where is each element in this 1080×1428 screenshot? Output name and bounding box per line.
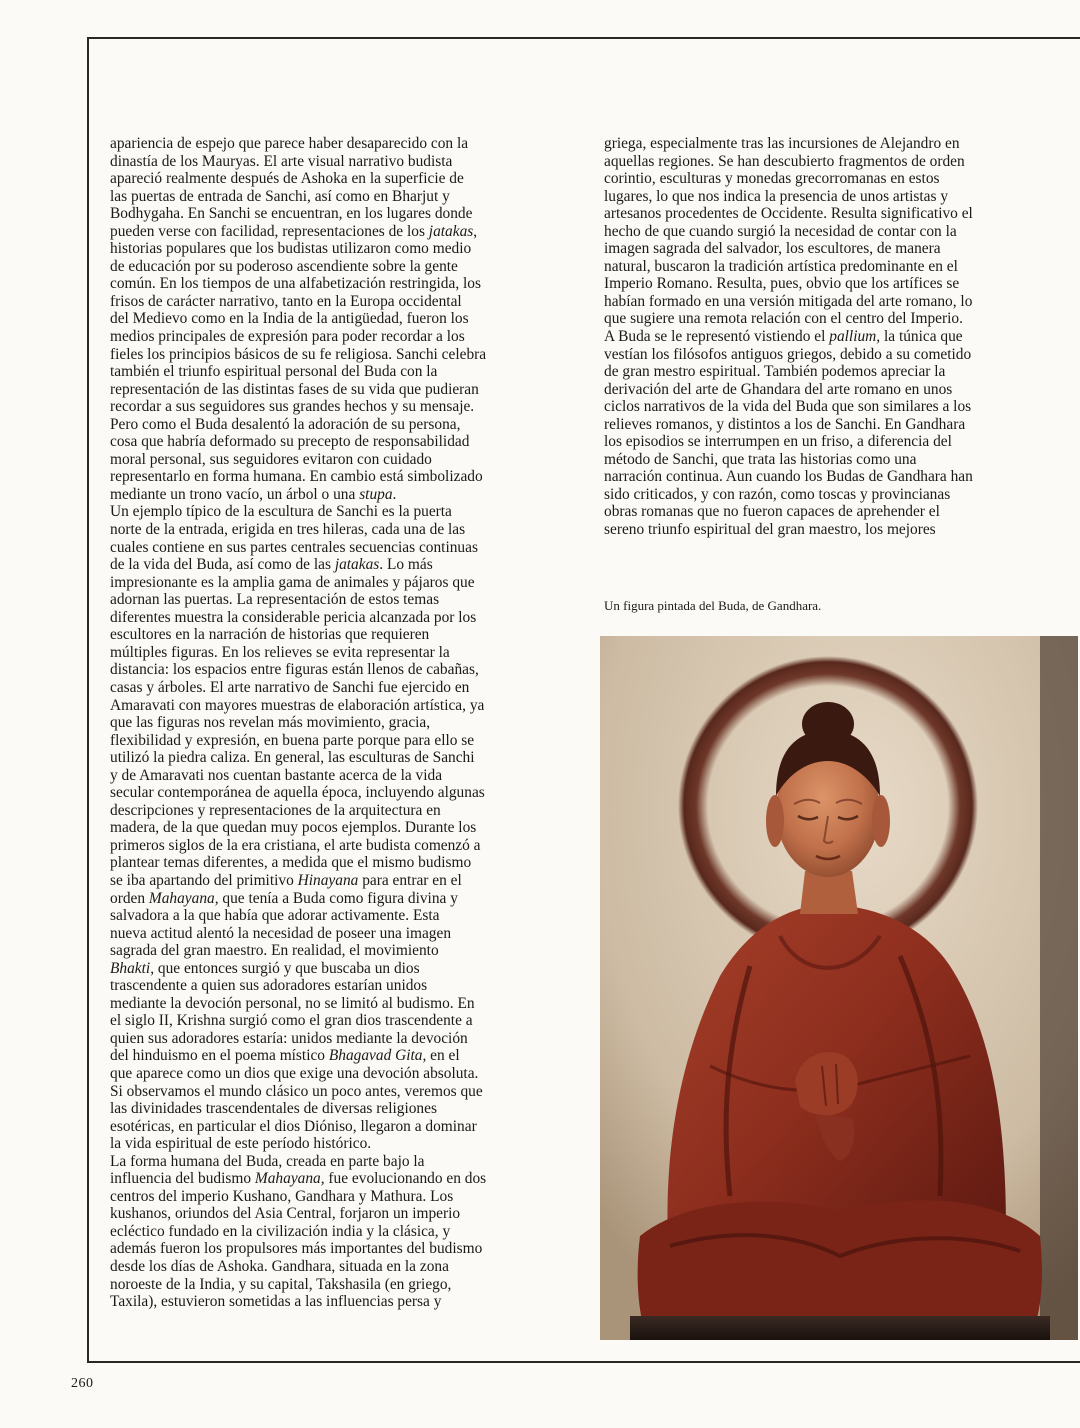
text-line: sereno triunfo espiritual del gran maestro, los mejores [604,521,936,539]
page-number: 260 [71,1376,94,1391]
figure-caption: Un figura pintada del Buda, de Gandhara. [604,598,822,613]
text-line: imagen sagrada del salvador, los escultores, de manera [604,240,941,258]
text-line: orden Mahayana, que tenía a Buda como figura divina y [110,889,458,907]
text-line: y de Amaravati nos cuentan bastante acerca de la vida [110,766,443,784]
text-line: trascendente a quien sus adoradores estarían unidos [110,977,428,995]
text-line: moral personal, sus seguidores evitaron con cuidado [110,450,432,468]
text-line: influencia del budismo Mahayana, fue evolucionando en dos [110,1170,487,1188]
text-line: ciclos narrativos de la vida del Buda que son similares a los [604,398,972,416]
text-line: recordar a sus seguidores sus grandes hechos y su mensaje. [110,398,475,416]
text-line: diferentes muestra la considerable pericia alcanzada por los [110,608,477,626]
text-line: Bhakti, que entonces surgió y que buscaba un dios [110,959,420,977]
text-line: que sugiere una remota relación con el centro del Imperio. [604,310,963,328]
text-line: además fueron los propulsores más importantes del budismo [110,1240,483,1258]
text-line: lugares, lo que nos indica la presencia de unos artistas y [604,187,949,205]
text-line: también el triunfo espiritual personal del Buda con la [110,363,438,381]
text-line: quien sus adoradores estaría: unidos mediante la devoción [110,1029,468,1047]
text-line: A Buda se le representó vistiendo el pallium, la túnica que [604,328,963,346]
text-line: derivación del arte de Ghandara del arte romano en unos [604,380,953,398]
text-line: descripciones y representaciones de la arquitectura en [110,801,441,819]
text-line: centros del imperio Kushano, Gandhara y Mathura. Los [110,1187,454,1205]
text-line: cosa que habría deformado su precepto de responsabilidad [110,433,470,451]
text-line: de gran mestro espiritual. También podemos apreciar la [604,363,946,381]
text-line: obras romanas que no fueron capaces de aprehender el [604,503,940,521]
text-line: múltiples figuras. En los relieves se evita representar la [110,643,450,661]
text-line: que aparece como un dios que exige una devoción absoluta. [110,1064,479,1082]
text-line: escultores en la narración de historias que requieren [110,626,430,644]
text-line: los episodios se interrumpen en un friso, a diferencia del [604,433,952,451]
text-line: se iba apartando del primitivo Hinayana para entrar en el [110,871,462,889]
text-line: salvadora a la que había que adorar activamente. Esta [110,907,440,925]
text-line: representarlo en forma humana. En cambio está simbolizado [110,468,483,486]
text-line: flexibilidad y expresión, en buena parte porque para ello se [110,731,475,749]
text-line: medios principales de expresión para poder recordar a los [110,328,465,346]
text-line: método de Sanchi, que trata las historias como una [604,450,917,468]
text-line: desde los días de Ashoka. Gandhara, situada en la zona [110,1258,449,1275]
text-line: pueden verse con facilidad, representaciones de los jatakas, [110,222,478,240]
text-line: narración continua. Aun cuando los Budas de Gandhara han [604,468,973,486]
text-line: dinastía de los Mauryas. El arte visual narrativo budista [110,152,453,170]
text-line: artesanos procedentes de Occidente. Resulta significativo el [604,205,973,223]
text-line: Taxila), estuvieron sometidas a las influencias persa y [110,1293,442,1311]
text-line: madera, de la que quedan muy pocos ejemplos. Durante los [110,819,477,837]
text-line: Bodhygaha. En Sanchi se encuentran, en los lugares donde [110,205,473,223]
text-line: Si observamos el mundo clásico un poco antes, veremos que [110,1082,483,1100]
text-line: habían formado en una versión mitigada del arte romano, lo [604,292,973,310]
text-line: apareció realmente después de Ashoka en la superficie de [110,170,464,188]
text-line: adornan las puertas. La representación de estos temas [110,591,440,609]
text-line: de la vida del Buda, así como de las jatakas. Lo más [110,556,433,574]
text-line: las divinidades trascendentales de diversas religiones [110,1100,437,1118]
text-line: secular contemporánea de aquella época, incluyendo algunas [110,784,485,802]
text-line: apariencia de espejo que parece haber desaparecido con la [110,135,469,152]
text-line: natural, buscaron la tradición artística predominante en el [604,257,958,275]
text-line: Imperio Romano. Resulta, pues, obvio que los artífices se [604,275,960,293]
text-line: hecho de que cuando surgió la necesidad de contar con la [604,222,957,240]
text-line: ecléctico fundado en la civilización india y la clásica, y [110,1222,451,1240]
text-line: la vida espiritual de este período histórico. [110,1135,372,1153]
text-line: kushanos, oriundos del Asia Central, forjaron un imperio [110,1205,461,1223]
buddha-figure-illustration [600,636,1078,1340]
text-line: frisos de carácter narrativo, tanto en la Europa occidental [110,292,462,310]
text-line: mediante un trono vacío, un árbol o una stupa. [110,485,397,503]
buddha-photo [600,636,1078,1340]
text-line: que las figuras nos revelan más movimiento, gracia, [110,714,431,732]
text-line: las puertas de entrada de Sanchi, así como en Bharjut y [110,187,450,205]
text-line: cuales contiene en sus partes centrales secuencias continuas [110,538,478,556]
left-text-column [110,135,580,1311]
text-line: relieves romanos, y distintos a los de Sanchi. En Gandhara [604,415,966,433]
text-line: del Medievo como en la India de la antigüedad, fueron los [110,310,469,328]
text-line: plantear temas diferentes, a medida que el mismo budismo [110,854,472,872]
text-line: común. En los tiempos de una alfabetización restringida, los [110,275,481,293]
text-line: historias populares que los budistas utilizaron como medio [110,240,472,258]
text-line: corintio, esculturas y monedas grecorromanas en estos [604,170,940,188]
text-line: griega, especialmente tras las incursiones de Alejandro en [604,135,960,152]
text-line: fieles los principios básicos de su fe religiosa. Sanchi celebra [110,345,487,363]
text-line: distancia: los espacios entre figuras están llenos de cabañas, [110,661,479,679]
text-line: de educación por su poderoso ascendiente sobre la gente [110,257,458,275]
right-text-column [604,135,1074,539]
text-line: vestían los filósofos antiguos griegos, debido a su cometido [604,345,972,363]
text-line: representación de las distintas fases de su vida que pudieran [110,380,479,398]
text-line: esotéricas, en particular el dios Dióniso, llegaron a dominar [110,1117,477,1135]
text-line: sagrada del gran maestro. En realidad, el movimiento [110,942,439,960]
text-line: aquellas regiones. Se han descubierto fragmentos de orden [604,152,965,170]
text-line: impresionante es la amplia gama de animales y pájaros que [110,573,475,591]
text-line: nueva actitud alentó la necesidad de poseer una imagen [110,924,452,942]
text-line: mediante la devoción personal, no se limitó al budismo. En [110,994,475,1012]
text-line: el siglo II, Krishna surgió como el gran dios trascendente a [110,1012,473,1030]
text-line: casas y árboles. El arte narrativo de Sanchi fue ejercido en [110,678,470,696]
text-line: Amaravati con mayores muestras de elaboración artística, ya [110,696,485,714]
text-line: noroeste de la India, y su capital, Takshasila (en griego, [110,1275,452,1293]
text-line: La forma humana del Buda, creada en parte bajo la [110,1152,425,1170]
text-line: del hinduismo en el poema místico Bhagavad Gita, en el [110,1047,460,1065]
text-line: sido criticados, y con razón, como toscas y provincianas [604,485,951,503]
text-line: Un ejemplo típico de la escultura de Sanchi es la puerta [110,503,452,521]
text-line: utilizó la piedra caliza. En general, las esculturas de Sanchi [110,749,475,767]
text-line: norte de la entrada, erigida en tres hileras, cada una de las [110,521,466,539]
text-line: primeros siglos de la era cristiana, el arte budista comenzó a [110,836,481,854]
text-line: Pero como el Buda desalentó la adoración de su persona, [110,415,461,433]
